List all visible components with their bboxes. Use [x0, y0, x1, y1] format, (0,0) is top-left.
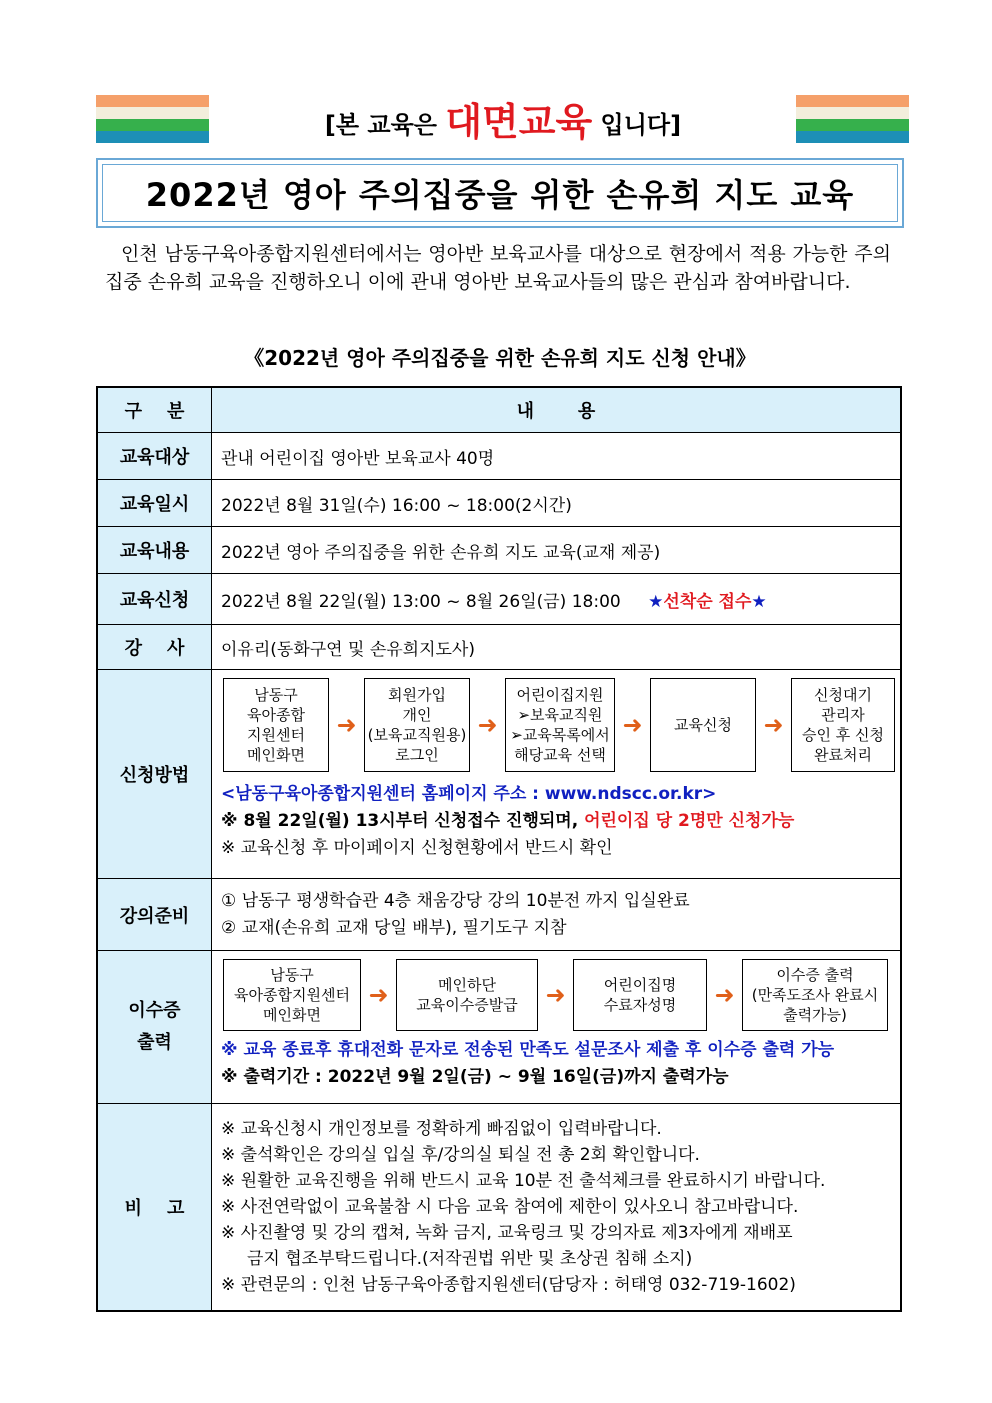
row-method [97, 670, 901, 879]
value-certificate [212, 951, 902, 1104]
arrow-right-icon: ➜ [714, 981, 735, 1009]
label-lecturer: 강 사 [97, 625, 212, 670]
banner-suffix: 입니다] [592, 111, 682, 139]
certificate-step-1 [223, 959, 361, 1031]
section-subtitle: 《2022년 영아 주의집중을 위한 손유희 지도 신청 안내》 [244, 346, 756, 370]
method-step-1 [223, 678, 329, 772]
method-flow [223, 678, 899, 772]
label-datetime: 교육일시 [97, 480, 212, 527]
method-step-line: 해당교육 선택 [514, 746, 606, 764]
certificate-step-line: 교육이수증발급 [416, 996, 518, 1014]
certificate-step-line: 남동구 [270, 966, 314, 984]
remark-item: ※ 사진촬영 및 강의 캡쳐, 녹화 금지, 교육링크 및 강의자료 제3자에게 재배포 [221, 1222, 793, 1243]
certificate-flow [223, 959, 899, 1031]
value-lecturer: 이유리(동화구연 및 손유희지도사) [212, 625, 902, 670]
method-step-line: (보육교직원용) [367, 726, 467, 744]
certificate-step-2 [396, 959, 538, 1031]
arrow-right-icon: ➜ [368, 981, 389, 1009]
badge-text: 선착순 접수 [663, 591, 752, 612]
label-target: 교육대상 [97, 433, 212, 480]
method-step-line: 관리자 [821, 706, 865, 724]
certificate-note-blue: ※ 교육 종료후 휴대전화 문자로 전송된 만족도 설문조사 제출 후 이수증 출력 가능 [221, 1040, 835, 1060]
method-note-1-red: 어린이집 당 2명만 신청가능 [578, 811, 795, 831]
label-certificate-line2: 출력 [137, 1032, 172, 1053]
decorative-stripes-right [796, 95, 909, 143]
value-method [212, 670, 902, 879]
first-come-badge [648, 592, 767, 612]
method-step-line: 회원가입 [388, 686, 446, 704]
certificate-note-period: ※ 출력기간 : 2022년 9월 2일(금) ~ 9월 16일(금)까지 출력가능 [221, 1067, 729, 1087]
label-content: 교육내용 [97, 527, 212, 574]
star-icon: ★ [648, 591, 664, 612]
arrow-right-icon: ➜ [336, 711, 357, 739]
method-step-line: 메인화면 [247, 746, 305, 764]
banner [210, 98, 796, 149]
method-step-line: ➢교육목록에서 [510, 726, 610, 744]
certificate-step-line: 메인하단 [438, 976, 496, 994]
arrow-right-icon: ➜ [545, 981, 566, 1009]
method-step-line: 남동구 [254, 686, 298, 704]
banner-highlight: 대면교육 [445, 100, 593, 144]
banner-prefix: [본 교육은 [324, 111, 446, 139]
label-certificate [97, 951, 212, 1104]
remark-item: 금지 협조부탁드립니다.(저작권법 위반 및 초상권 침해 소지) [247, 1248, 693, 1269]
method-step-4 [650, 678, 756, 772]
method-note-2: ※ 교육신청 후 마이페이지 신청현황에서 반드시 확인 [221, 838, 613, 858]
certificate-step-line: 육아종합지원센터 [234, 986, 350, 1004]
certificate-step-line: 출력가능) [783, 1006, 847, 1024]
remark-item: ※ 원활한 교육진행을 위해 반드시 교육 10분 전 출석체크를 완료하시기 바랍니다. [221, 1170, 826, 1191]
label-apply: 교육신청 [97, 574, 212, 625]
certificate-step-line: 어린이집명 [603, 976, 677, 994]
row-apply [97, 574, 901, 625]
value-datetime: 2022년 8월 31일(수) 16:00 ~ 18:00(2시간) [212, 480, 902, 527]
intro-paragraph: 인천 남동구육아종합지원센터에서는 영아반 보육교사를 대상으로 현장에서 적용 가능한 주의집중 손유희 교육을 진행하오니 이에 관내 영아반 보육교사들의 많은 관심과 참여바랍니다. [105, 243, 891, 293]
value-content: 2022년 영아 주의집중을 위한 손유희 지도 교육(교재 제공) [212, 527, 902, 574]
homepage-line: <남동구육아종합지원센터 홈페이지 주소 : www.ndscc.or.kr> [221, 784, 717, 804]
method-step-line: 개인 [402, 706, 432, 724]
value-prep [212, 879, 902, 951]
arrow-right-icon: ➜ [622, 711, 643, 739]
row-content [97, 527, 901, 574]
header-content: 내 용 [212, 387, 902, 433]
arrow-right-icon: ➜ [763, 711, 784, 739]
page-title: 2022년 영아 주의집중을 위한 손유희 지도 교육 [102, 164, 898, 222]
row-lecturer [97, 625, 901, 670]
header-category: 구 분 [97, 387, 212, 433]
method-step-line: 로그인 [395, 746, 439, 764]
value-remarks [212, 1104, 902, 1311]
remark-item: ※ 교육신청시 개인정보를 정확하게 빠짐없이 입력바랍니다. [221, 1118, 662, 1139]
prep-item-1: ① 남동구 평생학습관 4층 채움강당 강의 10분전 까지 입실완료 [221, 890, 690, 911]
remark-item: ※ 사전연락없이 교육불참 시 다음 교육 참여에 제한이 있사오니 참고바랍니다. [221, 1196, 799, 1217]
row-target [97, 433, 901, 480]
label-prep: 강의준비 [97, 879, 212, 951]
certificate-step-3 [573, 959, 707, 1031]
certificate-step-4 [742, 959, 888, 1031]
prep-item-2: ② 교재(손유희 교재 당일 배부), 필기도구 지참 [221, 917, 567, 938]
method-step-line: ➢보육교직원 [517, 706, 603, 724]
label-remarks: 비 고 [97, 1104, 212, 1311]
label-certificate-line1: 이수증 [128, 1000, 181, 1021]
method-note-1-main: ※ 8월 22일(월) 13시부터 신청접수 진행되며, [221, 811, 579, 831]
method-note-1 [221, 808, 899, 835]
certificate-step-line: 메인화면 [263, 1006, 321, 1024]
apply-period: 2022년 8월 22일(월) 13:00 ~ 8월 26일(금) 18:00 [221, 591, 621, 612]
value-apply [212, 574, 902, 625]
method-step-line: 교육신청 [674, 716, 732, 734]
method-step-line: 육아종합 [247, 706, 305, 724]
star-icon: ★ [751, 591, 767, 612]
certificate-step-line: (만족도조사 완료시 [751, 986, 879, 1004]
table-header-row [97, 387, 901, 433]
method-step-line: 승인 후 신청 [802, 726, 884, 744]
method-step-3 [505, 678, 615, 772]
certificate-step-line: 이수증 출력 [776, 966, 854, 984]
method-step-2 [364, 678, 470, 772]
value-target: 관내 어린이집 영아반 보육교사 40명 [212, 433, 902, 480]
method-step-line: 신청대기 [814, 686, 872, 704]
row-datetime [97, 480, 901, 527]
remark-item: ※ 출석확인은 강의실 입실 후/강의실 퇴실 전 총 2회 확인합니다. [221, 1144, 700, 1165]
row-certificate [97, 951, 901, 1104]
label-method: 신청방법 [97, 670, 212, 879]
certificate-step-line: 수료자성명 [603, 996, 677, 1014]
method-step-line: 완료처리 [814, 746, 872, 764]
info-table [96, 386, 902, 1312]
method-step-line: 어린이집지원 [516, 686, 604, 704]
row-remarks [97, 1104, 901, 1311]
method-step-5 [791, 678, 895, 772]
remark-item: ※ 관련문의 : 인천 남동구육아종합지원센터(담당자 : 허태영 032-719-1602) [221, 1274, 796, 1295]
method-step-line: 지원센터 [247, 726, 305, 744]
decorative-stripes-left [96, 95, 209, 143]
title-box [96, 158, 904, 228]
arrow-right-icon: ➜ [477, 711, 498, 739]
row-prep [97, 879, 901, 951]
